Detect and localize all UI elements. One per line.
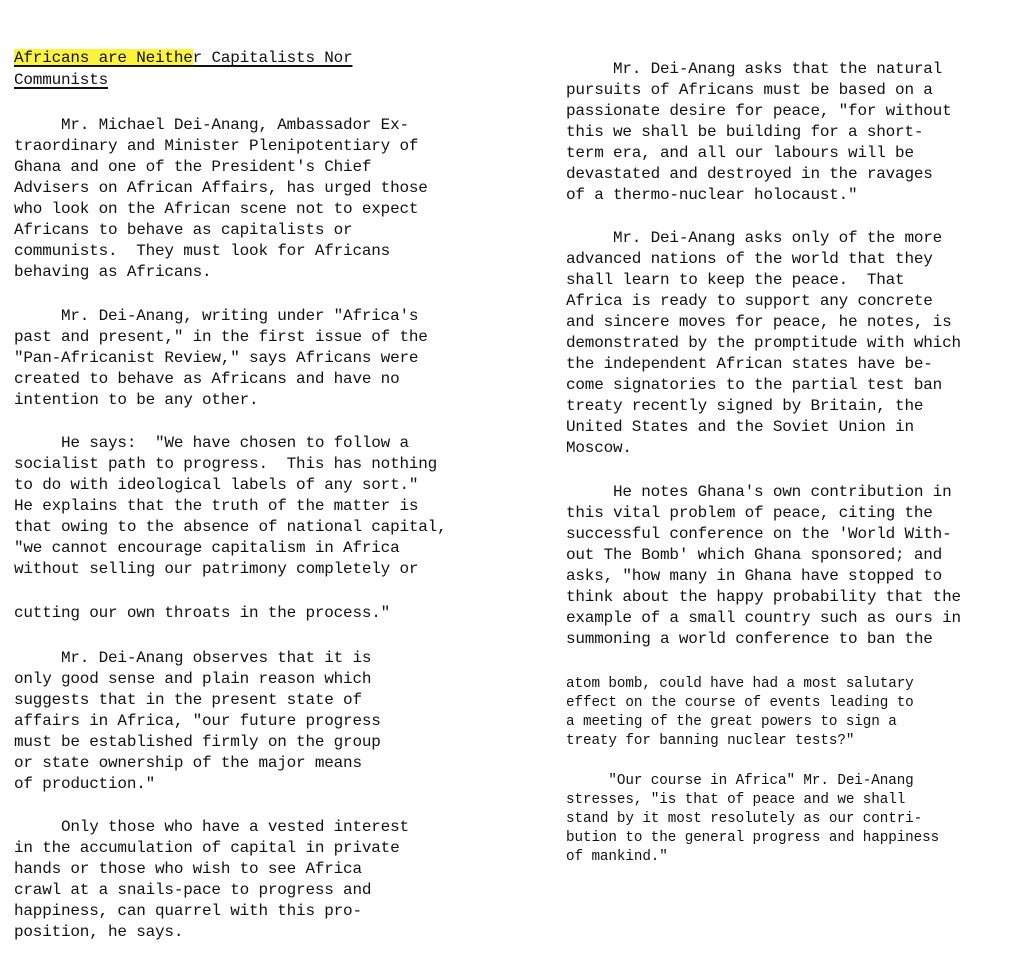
right-line: Mr. Dei-Anang asks only of the more [566,229,943,247]
left-line: past and present," in the first issue of the [14,328,428,346]
right-line: advanced nations of the world that they [566,250,933,268]
right-line: passionate desire for peace, "for without [566,102,952,120]
left-line: of production." [14,775,156,793]
right-line: Africa is ready to support any concrete [566,292,933,310]
right-line: United States and the Soviet Union in [566,418,914,436]
left-line: to do with ideological labels of any sort." [14,476,419,494]
left-line: created to behave as Africans and have no [14,370,400,388]
right-small-line: effect on the course of events leading to [566,695,914,711]
right-line: this we shall be building for a short- [566,123,924,141]
left-line: He says: "We have chosen to follow a [14,434,409,452]
left-line: position, he says. [14,923,184,941]
left-line: Ghana and one of the President's Chief [14,158,372,176]
right-line: shall learn to keep the peace. That [566,271,905,289]
right-small-line: stresses, "is that of peace and we shall [566,792,906,808]
left-line: who look on the African scene not to expect [14,200,419,218]
left-line: "Pan-Africanist Review," says Africans were [14,349,419,367]
right-small-line: bution to the general progress and happiness [566,830,940,846]
left-line: crawl at a snails-pace to progress and [14,881,372,899]
right-line: successful conference on the 'World With- [566,525,952,543]
right-line: out The Bomb' which Ghana sponsored; and [566,546,943,564]
left-line: cutting our own throats in the process." [14,604,391,622]
right-line: devastated and destroyed in the ravages [566,165,933,183]
left-line: communists. They must look for Africans [14,242,391,260]
right-line: term era, and all our labours will be [566,144,914,162]
left-line: traordinary and Minister Plenipotentiary of [14,137,419,155]
right-line: example of a small country such as ours in [566,609,961,627]
right-small-line: of mankind." [566,849,668,865]
left-line: Mr. Dei-Anang, writing under "Africa's [14,307,419,325]
right-line: He notes Ghana's own contribution in [566,483,952,501]
right-line: think about the happy probability that the [566,588,961,606]
right-line: Moscow. [566,439,632,457]
left-line: happiness, can quarrel with this pro- [14,902,362,920]
left-line: must be established firmly on the group [14,733,381,751]
right-line: and sincere moves for peace, he notes, is [566,313,952,331]
left-line: without selling our patrimony completely or [14,560,419,578]
left-line: only good sense and plain reason which [14,670,372,688]
right-small-line: atom bomb, could have had a most salutary [566,676,914,692]
headline-line-1-rest: r Capitalists Nor [192,49,353,67]
left-line: "we cannot encourage capitalism in Africa [14,539,400,557]
left-line: or state ownership of the major means [14,754,362,772]
left-line: suggests that in the present state of [14,691,362,709]
right-line: treaty recently signed by Britain, the [566,397,924,415]
left-line: behaving as Africans. [14,263,212,281]
headline-line-1 [14,48,352,69]
left-line: that owing to the absence of national capital, [14,518,447,536]
left-line: Advisers on African Affairs, has urged those [14,179,428,197]
right-line: this vital problem of peace, citing the [566,504,933,522]
right-line: of a thermo-nuclear holocaust." [566,186,858,204]
left-line: He explains that the truth of the matter is [14,497,419,515]
right-small-line: "Our course in Africa" Mr. Dei-Anang [566,773,914,789]
left-line: Mr. Michael Dei-Anang, Ambassador Ex- [14,116,409,134]
right-line: Mr. Dei-Anang asks that the natural [566,60,943,78]
right-small-line: treaty for banning nuclear tests?" [566,733,855,749]
left-line: affairs in Africa, "our future progress [14,712,381,730]
left-line: intention to be any other. [14,391,259,409]
headline-line-2: Communists [14,71,109,89]
left-line: hands or those who wish to see Africa [14,860,362,878]
headline-highlight: Africans are Neithe [14,49,193,67]
left-line: Mr. Dei-Anang observes that it is [14,649,372,667]
right-line: asks, "how many in Ghana have stopped to [566,567,943,585]
left-line: socialist path to progress. This has nothing [14,455,438,473]
right-line: the independent African states have be- [566,355,933,373]
right-small-line: a meeting of the great powers to sign a [566,714,897,730]
right-line: demonstrated by the promptitude with which [566,334,961,352]
left-line: Africans to behave as capitalists or [14,221,353,239]
right-line: come signatories to the partial test ban [566,376,943,394]
right-line: pursuits of Africans must be based on a [566,81,933,99]
left-line: in the accumulation of capital in private [14,839,400,857]
left-line: Only those who have a vested interest [14,818,409,836]
right-line: summoning a world conference to ban the [566,630,933,648]
right-small-line: stand by it most resolutely as our contri- [566,811,923,827]
